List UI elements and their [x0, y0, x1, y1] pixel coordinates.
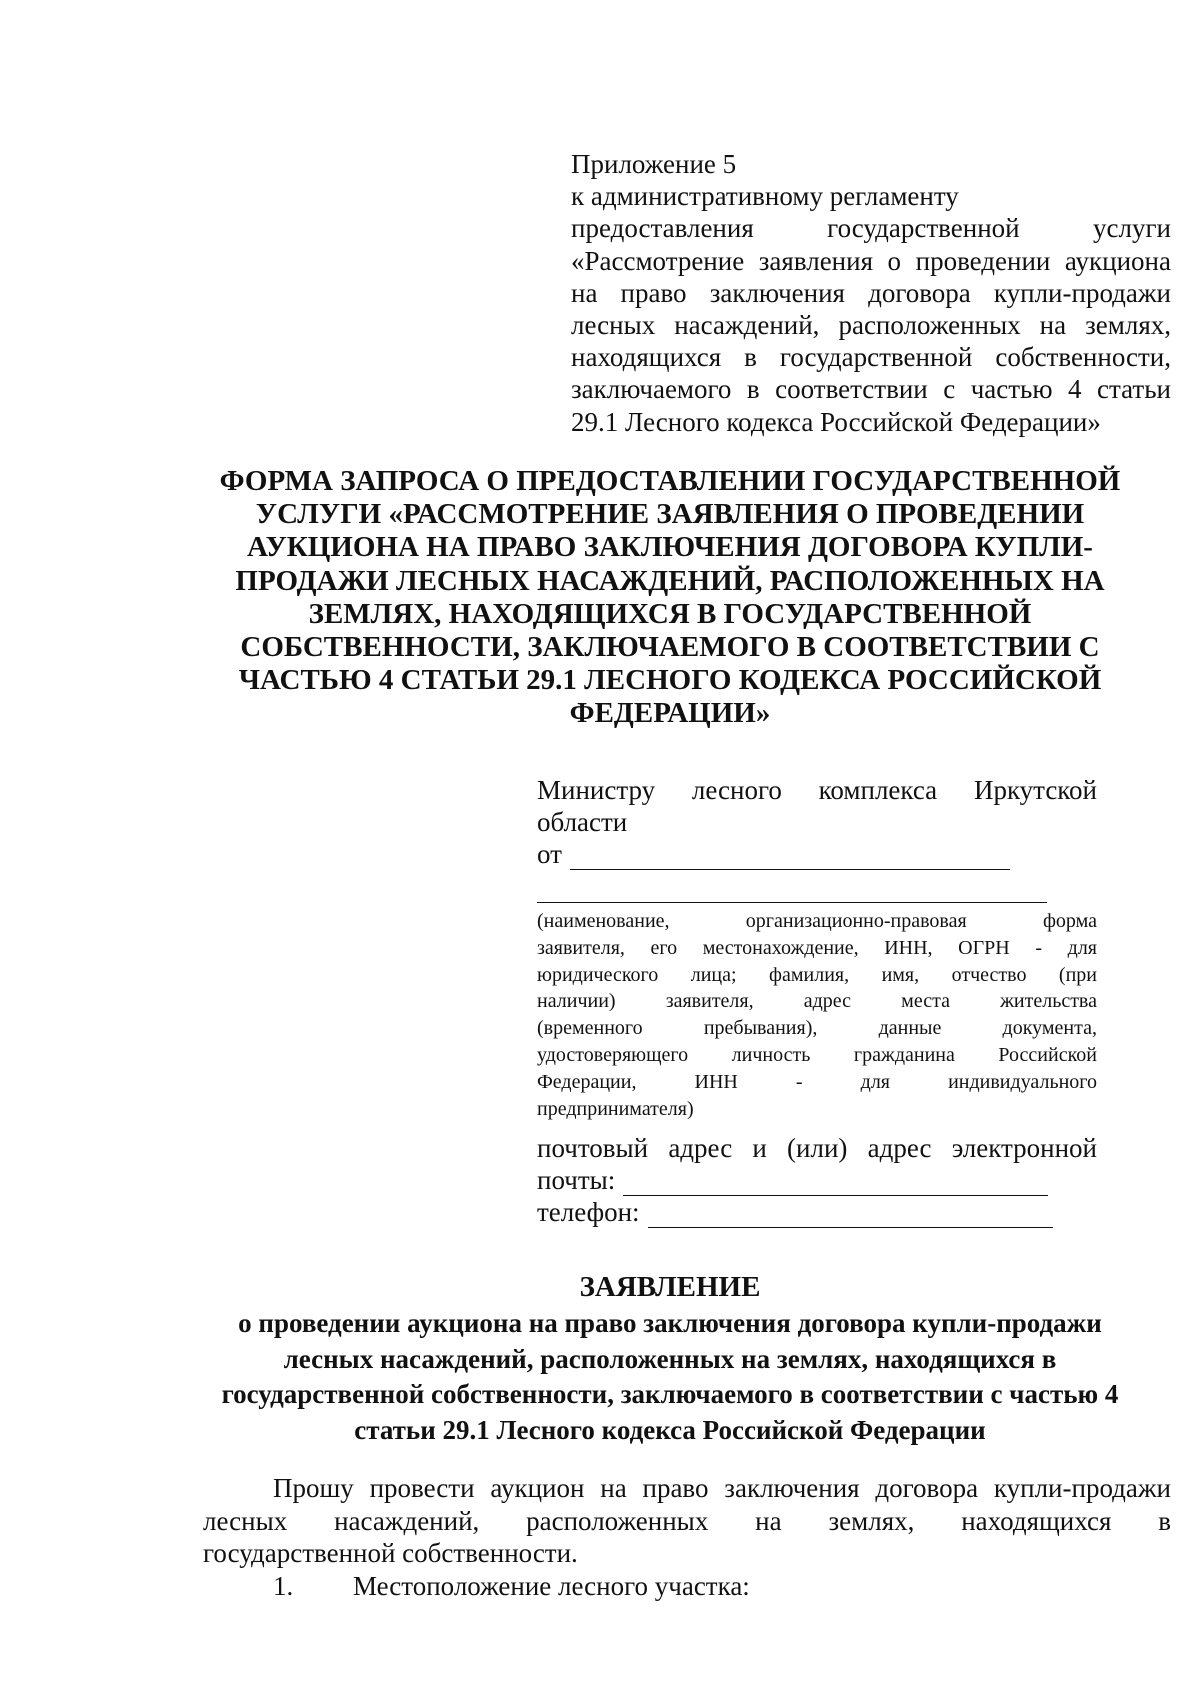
form-title [190, 465, 1150, 731]
addressee-line: Министру лесного комплекса Иркутской [537, 775, 1097, 805]
body-line: государственной собственности. [203, 1538, 578, 1568]
statement-subtitle [190, 1306, 1150, 1448]
statement-subtitle-line: лесных насаждений, расположенных на землях, находящихся в [283, 1343, 1057, 1374]
hint-line: юридического лица; фамилия, имя, отчество (при [537, 963, 1097, 986]
email-field-row [537, 1164, 1097, 1196]
list-item [203, 1570, 1171, 1603]
contacts-line: почтовый адрес и (или) адрес электронной [537, 1133, 1097, 1163]
phone-input-line[interactable] [648, 1205, 1053, 1228]
statement-subtitle-line: статьи 29.1 Лесного кодекса Российской Федерации [354, 1414, 986, 1445]
appendix-line: Приложение 5 [571, 149, 737, 179]
appendix-block [571, 148, 1171, 438]
appendix-line: находящихся в государственной собственности, [571, 342, 1171, 373]
statement-heading: ЗАЯВЛЕНИЕ [579, 1271, 761, 1303]
hint-line: (временного пребывания), данные документа, [537, 1017, 1097, 1040]
hint-line: заявителя, его местонахождение, ИНН, ОГРН - для [537, 936, 1097, 959]
hint-line: (наименование, организационно-правовая форма [537, 910, 1097, 932]
body-line: Прошу провести аукцион на право заключения договора купли-продажи [273, 1473, 1171, 1503]
hint-line: удостоверяющего личность гражданина Российской [537, 1043, 1097, 1066]
statement-subtitle-line: государственной собственности, заключаемого в соответствии с частью 4 [221, 1379, 1119, 1409]
form-title-line: ФОРМА ЗАПРОСА О ПРЕДОСТАВЛЕНИИ ГОСУДАРСТВЕННОЙ [219, 465, 1121, 497]
from-label: от [537, 839, 562, 869]
form-title-line: СОБСТВЕННОСТИ, ЗАКЛЮЧАЕМОГО В СООТВЕТСТВИИ С [240, 631, 1100, 664]
addressee-line: области [537, 807, 628, 837]
email-label: почты: [537, 1165, 616, 1195]
phone-field-row [537, 1196, 1097, 1228]
item-text: Местоположение лесного участка: [353, 1570, 750, 1601]
body-line: лесных насаждений, расположенных на землях, находящихся в [203, 1505, 1171, 1536]
appendix-line: предоставления государственной услуги [571, 213, 1171, 244]
hint-line: предпринимателя) [537, 1097, 694, 1120]
contacts-block [537, 1132, 1097, 1228]
appendix-line: «Рассмотрение заявления о проведении аукциона [571, 245, 1171, 276]
hint-line: Федерации, ИНН - для индивидуального [537, 1070, 1097, 1093]
form-title-line: ЧАСТЬЮ 4 СТАТЬИ 29.1 ЛЕСНОГО КОДЕКСА РОССИЙСКОЙ [238, 664, 1102, 697]
addressee-block [537, 774, 1097, 870]
applicant-hint [537, 908, 1097, 1122]
appendix-line: лесных насаждений, расположенных на землях, [571, 310, 1171, 341]
phone-label: телефон: [537, 1197, 640, 1227]
form-title-line: АУКЦИОНА НА ПРАВО ЗАКЛЮЧЕНИЯ ДОГОВОРА КУПЛИ- [247, 531, 1093, 564]
item-number: 1. [273, 1570, 294, 1601]
applicant-name-line[interactable] [537, 902, 1047, 903]
form-title-line: ФЕДЕРАЦИИ» [569, 697, 771, 730]
from-input-line[interactable] [570, 847, 1010, 870]
statement-body [203, 1472, 1171, 1602]
email-input-line[interactable] [623, 1173, 1048, 1196]
from-field-row [537, 838, 1097, 870]
appendix-line: к административному регламенту [571, 181, 959, 212]
form-title-line: ПРОДАЖИ ЛЕСНЫХ НАСАЖДЕНИЙ, РАСПОЛОЖЕННЫХ НА [235, 564, 1105, 597]
appendix-line: заключаемого в соответствии с частью 4 статьи [571, 374, 1171, 405]
appendix-line: на право заключения договора купли-продажи [571, 277, 1171, 308]
appendix-line: 29.1 Лесного кодекса Российской Федерации» [571, 406, 1101, 437]
hint-line: наличии) заявителя, адрес места жительства [537, 990, 1097, 1013]
statement-subtitle-line: о проведении аукциона на право заключения договора купли-продажи [238, 1308, 1102, 1338]
form-title-line: УСЛУГИ «РАССМОТРЕНИЕ ЗАЯВЛЕНИЯ О ПРОВЕДЕНИИ [255, 498, 1085, 531]
form-title-line: ЗЕМЛЯХ, НАХОДЯЩИХСЯ В ГОСУДАРСТВЕННОЙ [308, 597, 1032, 630]
